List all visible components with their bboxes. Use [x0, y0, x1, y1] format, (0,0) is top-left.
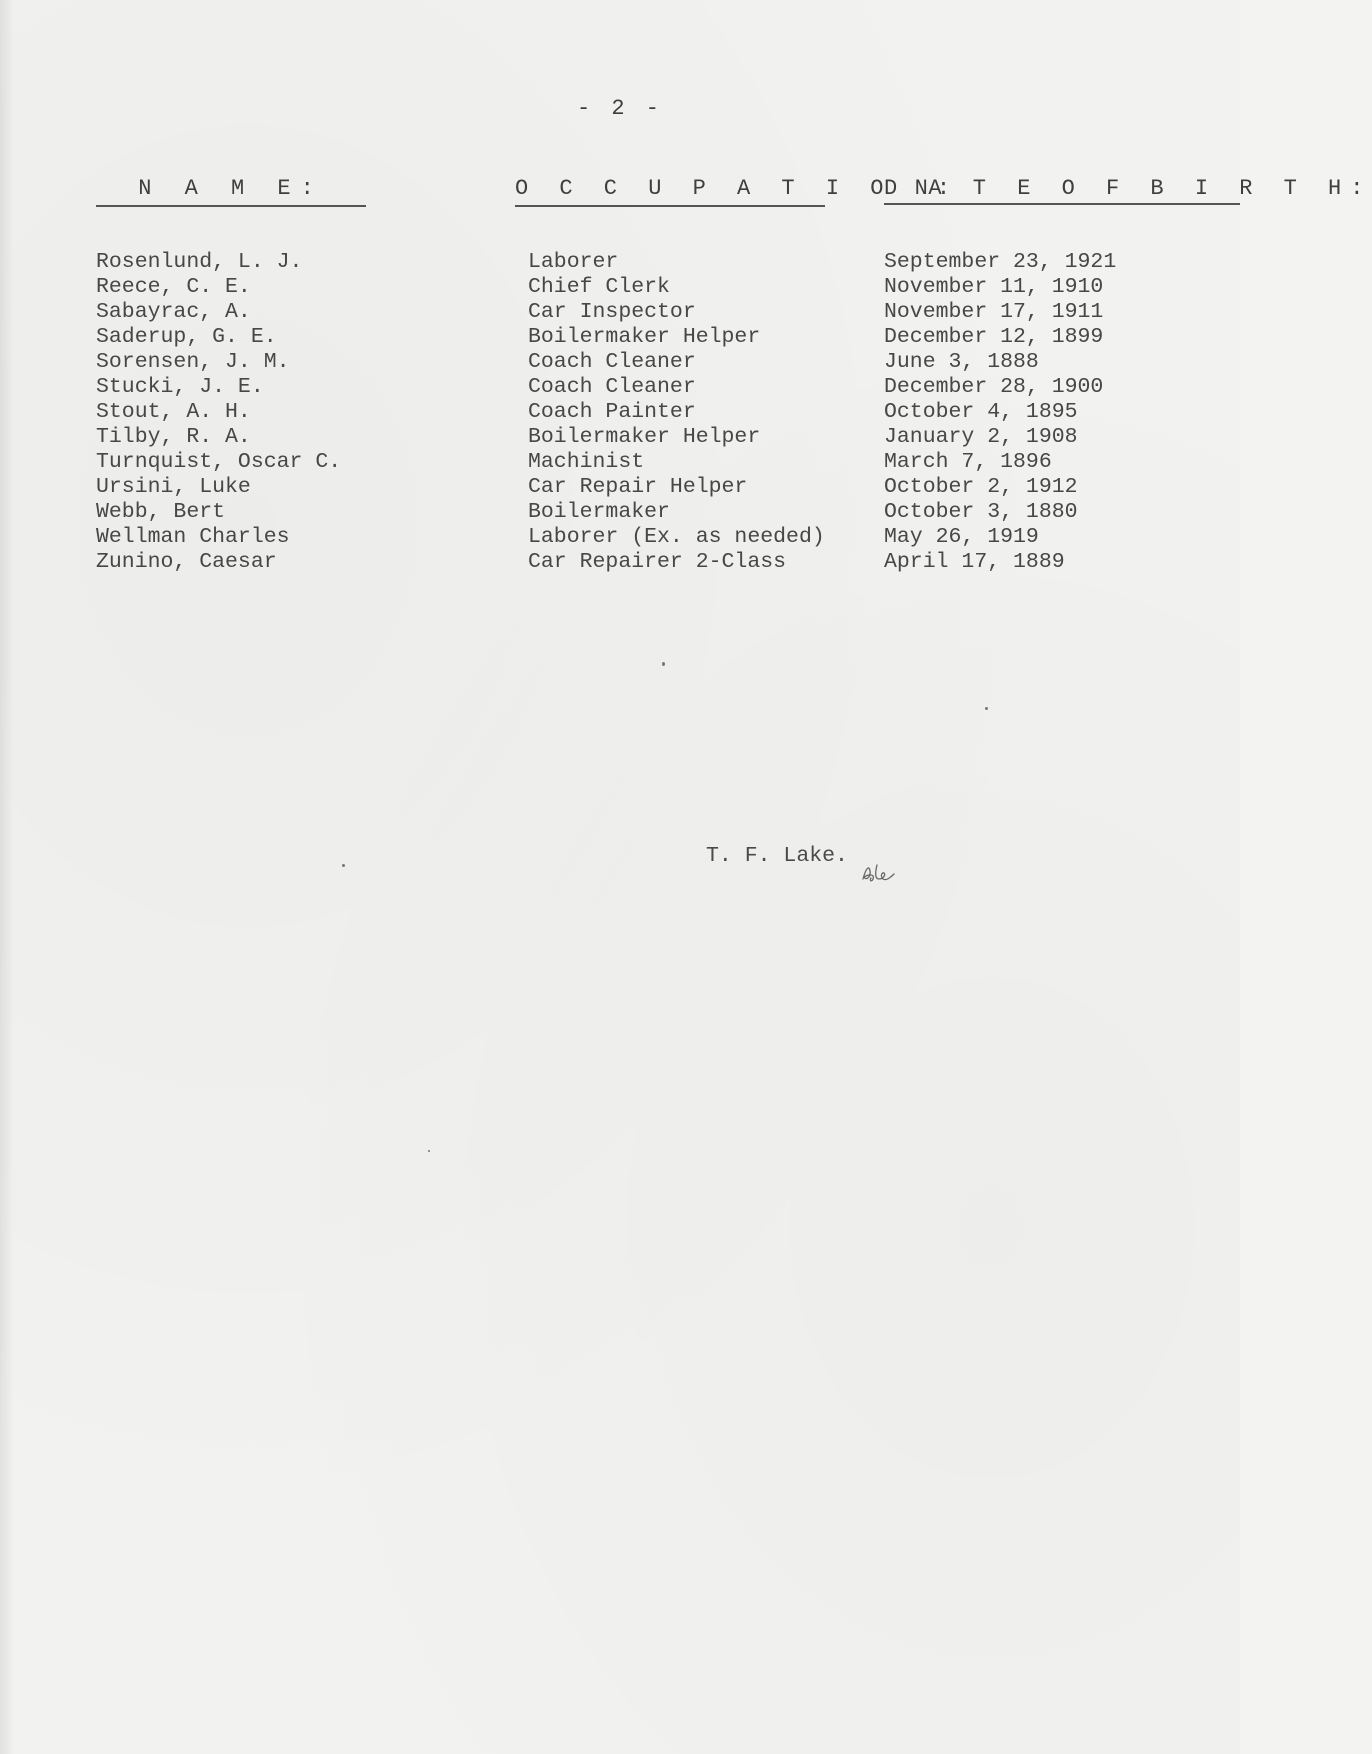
- employee-date-of-birth: October 4, 1895: [884, 400, 1078, 424]
- employee-name: Stucki, J. E.: [96, 375, 264, 399]
- employee-occupation: Car Repair Helper: [528, 475, 748, 499]
- employee-date-of-birth: October 3, 1880: [884, 500, 1078, 524]
- employee-name: Zunino, Caesar: [96, 550, 277, 574]
- table-row: [0, 300, 1240, 325]
- table-row: [0, 525, 1240, 550]
- employee-name: Webb, Bert: [96, 500, 226, 524]
- employee-list: [0, 250, 1240, 575]
- table-row: [0, 250, 1240, 275]
- employee-occupation: Car Repairer 2-Class: [528, 550, 787, 574]
- employee-date-of-birth: December 12, 1899: [884, 325, 1104, 349]
- employee-name: Reece, C. E.: [96, 275, 251, 299]
- employee-date-of-birth: April 17, 1889: [884, 550, 1065, 574]
- handwritten-initials: [860, 862, 896, 884]
- employee-date-of-birth: January 2, 1908: [884, 425, 1078, 449]
- employee-date-of-birth: June 3, 1888: [884, 350, 1039, 374]
- employee-occupation: Coach Cleaner: [528, 350, 696, 374]
- employee-date-of-birth: November 11, 1910: [884, 275, 1104, 299]
- employee-date-of-birth: May 26, 1919: [884, 525, 1039, 549]
- employee-date-of-birth: March 7, 1896: [884, 450, 1052, 474]
- table-row: [0, 275, 1240, 300]
- employee-date-of-birth: October 2, 1912: [884, 475, 1078, 499]
- column-header-name: N A M E:: [96, 176, 366, 207]
- column-header-date-of-birth-label: D A T E O F B I R T H:: [884, 176, 1372, 201]
- table-row: [0, 550, 1240, 575]
- employee-date-of-birth: December 28, 1900: [884, 375, 1104, 399]
- signature-typed: T. F. Lake.: [706, 844, 848, 868]
- employee-name: Rosenlund, L. J.: [96, 250, 303, 274]
- employee-date-of-birth: November 17, 1911: [884, 300, 1104, 324]
- paper-speck: [662, 662, 665, 666]
- employee-occupation: Machinist: [528, 450, 645, 474]
- employee-occupation: Laborer: [528, 250, 619, 274]
- column-header-underline: [884, 203, 1240, 205]
- table-row: [0, 400, 1240, 425]
- table-row: [0, 450, 1240, 475]
- employee-name: Saderup, G. E.: [96, 325, 277, 349]
- employee-name: Sabayrac, A.: [96, 300, 251, 324]
- employee-name: Sorensen, J. M.: [96, 350, 290, 374]
- employee-name: Turnquist, Oscar C.: [96, 450, 342, 474]
- employee-occupation: Coach Painter: [528, 400, 696, 424]
- table-row: [0, 375, 1240, 400]
- paper-speck: [985, 707, 988, 710]
- employee-name: Ursini, Luke: [96, 475, 251, 499]
- table-row: [0, 325, 1240, 350]
- table-row: [0, 425, 1240, 450]
- employee-occupation: Coach Cleaner: [528, 375, 696, 399]
- employee-occupation: Boilermaker Helper: [528, 325, 761, 349]
- page-number: - 2 -: [576, 96, 663, 121]
- employee-date-of-birth: September 23, 1921: [884, 250, 1117, 274]
- table-row: [0, 350, 1240, 375]
- table-row: [0, 500, 1240, 525]
- employee-occupation: Laborer (Ex. as needed): [528, 525, 825, 549]
- employee-occupation: Car Inspector: [528, 300, 696, 324]
- employee-name: Tilby, R. A.: [96, 425, 251, 449]
- employee-occupation: Chief Clerk: [528, 275, 670, 299]
- employee-name: Wellman Charles: [96, 525, 290, 549]
- paper-speck: [428, 1150, 430, 1152]
- employee-occupation: Boilermaker Helper: [528, 425, 761, 449]
- employee-name: Stout, A. H.: [96, 400, 251, 424]
- column-header-occupation: O C C U P A T I O N:: [515, 176, 825, 207]
- column-header-date-of-birth: [884, 176, 1372, 205]
- paper-speck: [342, 864, 345, 867]
- employee-occupation: Boilermaker: [528, 500, 670, 524]
- table-row: [0, 475, 1240, 500]
